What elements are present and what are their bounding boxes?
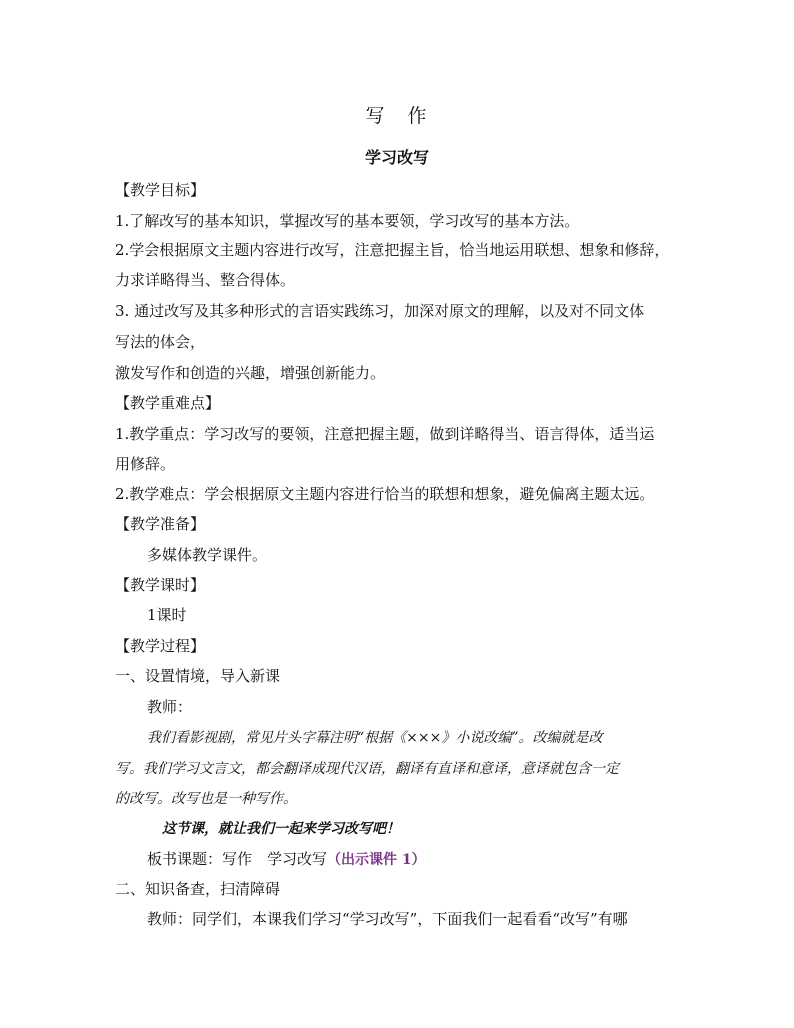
prep-heading: 【教学准备】 [115, 515, 206, 533]
process-heading: 【教学过程】 [115, 637, 206, 655]
board-text: 板书课题：写作 学习改写 [147, 850, 328, 868]
key-point-1-cont: 用修辞。 [115, 455, 176, 473]
goal-item-2-cont: 力求详略得当、整合得体。 [115, 271, 296, 289]
key-point-1: 1.教学重点：学习改写的要领，注意把握主题，做到详略得当、语言得体，适当运 [115, 425, 655, 443]
hours-heading: 【教学课时】 [115, 576, 206, 594]
prep-text: 多媒体教学课件。 [147, 546, 268, 564]
teacher-paragraph-line-1: 我们看影视剧，常见片头字幕注明“根据《×××》小说改编”。改编就是改 [147, 730, 603, 746]
courseware-note: （出示课件 1） [327, 852, 426, 868]
step1-heading: 一、设置情境，导入新课 [115, 667, 281, 685]
teacher-paragraph-2: 这节课，就让我们一起来学习改写吧！ [162, 821, 400, 837]
board-line [147, 849, 426, 870]
step2-heading: 二、知识备查，扫清障碍 [115, 880, 281, 898]
teacher-label: 教师： [147, 698, 193, 716]
page-title: 写 作 [365, 105, 429, 127]
key-point-2: 2.教学难点：学会根据原文主题内容进行恰当的联想和想象，避免偏离主题太远。 [115, 485, 655, 503]
goals-heading: 【教学目标】 [115, 181, 206, 199]
goal-item-3: 3. 通过改写及其多种形式的言语实践练习，加深对原文的理解，以及对不同文体 [115, 302, 645, 320]
goal-item-3-cont: 写法的体会， [115, 333, 206, 351]
goal-item-1: 1.了解改写的基本知识，掌握改写的基本要领，学习改写的基本方法。 [115, 212, 580, 230]
goal-item-2: 2.学会根据原文主题内容进行改写，注意把握主旨，恰当地运用联想、想象和修辞， [115, 241, 670, 259]
teacher-paragraph-line-2: 写。我们学习文言文，都会翻译成现代汉语，翻译有直译和意译，意译就包含一定 [115, 761, 619, 777]
key-points-heading: 【教学重难点】 [115, 394, 221, 412]
teacher-paragraph-line-3: 的改写。改写也是一种写作。 [115, 791, 297, 807]
teacher-paragraph-3: 教师：同学们，本课我们学习“学习改写”，下面我们一起看看“改写”有哪 [147, 910, 628, 928]
page-subtitle: 学习改写 [364, 148, 429, 167]
goal-item-3-cont2: 激发写作和创造的兴趣，增强创新能力。 [115, 364, 386, 382]
hours-text: 1课时 [147, 606, 187, 624]
